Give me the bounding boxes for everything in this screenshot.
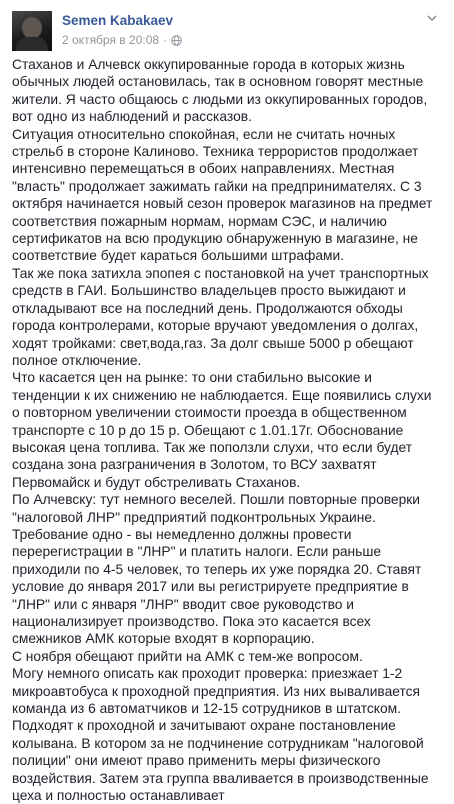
post-header — [12, 11, 442, 51]
post-paragraph: С ноября обещают прийти на АМК с тем-же вопросом. — [12, 648, 363, 664]
post-body — [12, 56, 442, 804]
post-meta — [62, 33, 182, 47]
meta-separator: · — [163, 33, 168, 47]
avatar[interactable] — [12, 11, 52, 51]
post-paragraph: Так же пока затихла эпопея с постановкой на учет транспортных средств в ГАИ. Большинство владельцев просто выжидают и откладывают все на последний день. Продолжаются обходы города контролерами, которые вручают уведомления о долгах, ходят тройками: свет,вода,газ. За долг свыше 5000 р обещают полное отключение. — [12, 265, 429, 368]
post-paragraph: Ситуация относительно спокойная, если не считать ночных стрельб в стороне Калиново. Техника террористов продолжает интенсивно перемещаться в обоих направлениях. Местная "власть" продолжает зажимать гайки на предпринимателях. С 3 октября начинается новый сезон проверок магазинов на предмет соответствия пожарным нормам, нормам СЭС, и наличию сертификатов на всю продукцию обнаруженную в магазине, не соответствие будет караться большими штрафами. — [12, 126, 433, 264]
post-paragraph: По Алчевску: тут немного веселей. Пошли повторные проверки "налоговой ЛНР" предприятий подконтрольных Украине. Требование одно - вы немедленно должны провести перерегистрации в "ЛНР" и платить налоги. Если раньше приходили по 4-5 человек, то теперь их уже порядка 20. Ставят условие до января 2017 или вы регистрируете предприятие в "ЛНР" или с января "ЛНР" вводит свое руководство и национализирует производство. Пока это касается всех смежников АМК которые входят в корпорацию. — [12, 492, 422, 647]
post-paragraph: Могу немного описать как проходит проверка: приезжает 1-2 микроавтобуса к проходной предприятия. Из них вываливается команда из 6 автоматчиков и 12-15 сотрудников в штатском. Подходят к проходной и зачитывают охране постановление колывана. В котором за не подчинение сотрудникам "налоговой полиции" они имеют право применить меры физического воздействия. Затем эта группа вваливается в производственные цеха и полностью останавливает — [12, 666, 429, 804]
post-paragraph: Стаханов и Алчевск оккупированные города в которых жизнь обычных людей остановилась, так в основном говорят местные жители. Я часто общаюсь с людьми из оккупированных городов, вот одно из наблюдений и рассказов. — [12, 57, 428, 125]
globe-icon — [171, 35, 182, 46]
post-paragraph: Что касается цен на рынке: то они стабильно высокие и тенденции к их снижению не наблюдается. Еще появились слухи о повторном увеличении стоимости проезда в общественном транспорте с 10 р до 15 р. Обещают с 1.01.17г. Обоснование высокая цена топлива. Так же поползли слухи, что если будет создана зона разграничения в Золотом, то ВСУ захватят Первомайск и будут обстреливать Стаханов. — [12, 370, 432, 490]
author-name[interactable]: Semen Kabakaev — [62, 13, 174, 28]
post-date[interactable]: 2 октября в 20:08 — [62, 33, 160, 47]
chevron-down-icon[interactable] — [422, 11, 442, 25]
